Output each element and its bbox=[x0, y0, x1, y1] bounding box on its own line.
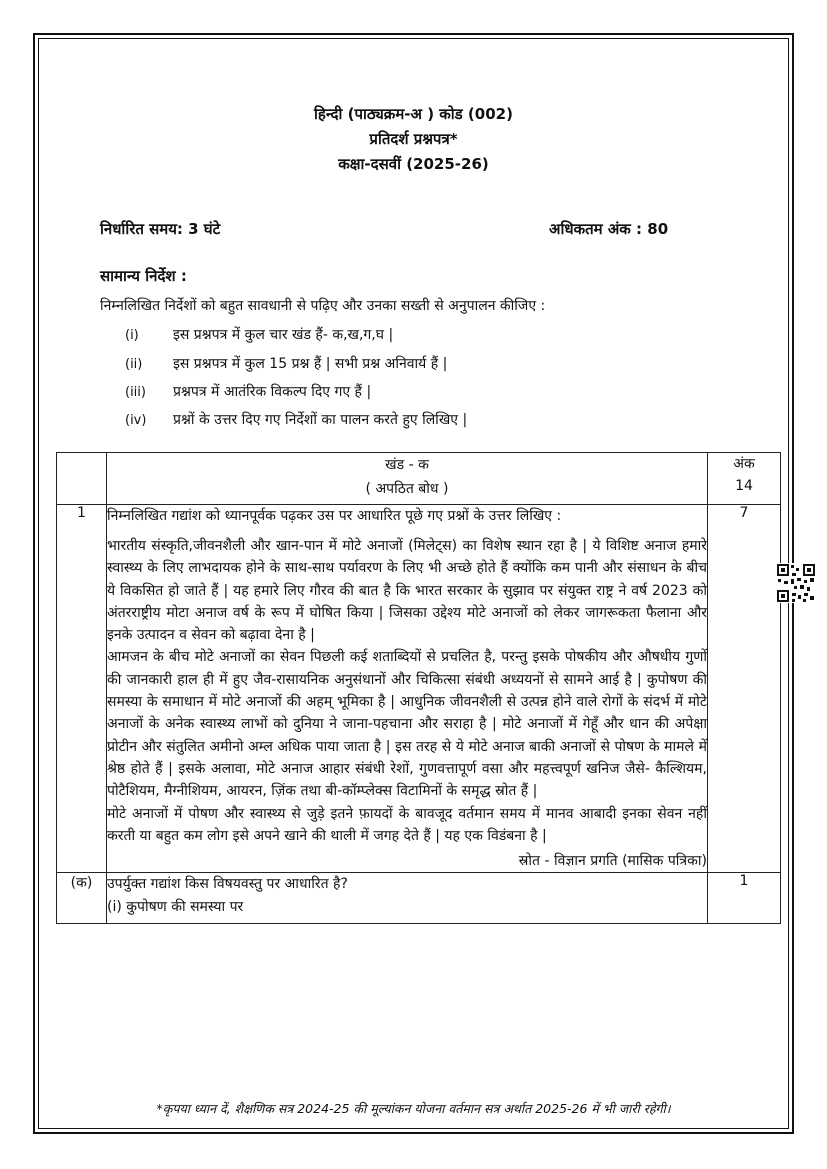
instruction-text: प्रश्नपत्र में आतंरिक विकल्प दिए गए हैं | bbox=[173, 384, 372, 400]
instruction-item bbox=[125, 354, 447, 373]
section-header bbox=[107, 453, 708, 505]
passage-paragraph: आमजन के बीच मोटे अनाजों का सेवन पिछली कई शताब्दियों से प्रचलित है, परन्तु इसके पोषकीय और औषधीय गुणों की जानकारी हाल ही में हुए जैव-रासायनिक अनुसंधानों और चिकित्सा संबंधी अध्ययनों से सामने आई है | कुपोषण की समस्या के समाधान में मोटे अनाजों की अहम् भूमिका है | आधुनिक जीवनशैली से उत्पन्न होने वाले रोगों के संदर्भ में मोटे अनाजों के अनेक स्वास्थ्य लाभों को दुनिया ने जाना-पहचाना और सराहा है | मोटे अनाजों में गेहूँ और धान की अपेक्षा प्रोटीन और संतुलित अमीनो अम्ल अधिक पाया जाता है | इस तरह से ये मोटे अनाज बाकी अनाजों से पोषण के मामले में श्रेष्ठ होते हैं | इसके अलावा, मोटे अनाज आहार संबंधी रेशों, गुणवत्तापूर्ण वसा और महत्त्वपूर्ण खनिज जैसे- कैल्शियम, पोटैशियम, मैग्नीशियम, आयरन, ज़िंक तथा बी-कॉम्प्लेक्स विटामिनों के समृद्ध स्रोत हैं | bbox=[107, 649, 707, 800]
subquestion-body bbox=[107, 873, 708, 924]
maximum-marks: अधिकतम अंक : 80 bbox=[549, 220, 669, 238]
subject-title: हिन्दी (पाठ्यक्रम-अ ) कोड (002) bbox=[314, 105, 513, 123]
passage-source: स्रोत - विज्ञान प्रगति (मासिक पत्रिका) bbox=[518, 853, 707, 870]
section-title: खंड - क bbox=[385, 457, 429, 473]
question-number: 1 bbox=[57, 505, 107, 873]
qr-code-icon bbox=[776, 563, 816, 603]
instruction-number: (i) bbox=[125, 328, 139, 343]
instruction-item bbox=[125, 325, 393, 344]
instruction-number: (iii) bbox=[125, 385, 146, 400]
instruction-number: (iv) bbox=[125, 413, 147, 428]
general-instructions-heading: सामान्य निर्देश : bbox=[100, 267, 187, 285]
instruction-text: इस प्रश्नपत्र में कुल 15 प्रश्न हैं | सभी प्रश्न अनिवार्य हैं | bbox=[173, 356, 448, 372]
question-body bbox=[107, 505, 708, 873]
passage-paragraph: भारतीय संस्कृति,जीवनशैली और खान-पान में मोटे अनाजों (मिलेट्स) का विशेष स्थान रहा है | ये विशिष्ट अनाज हमारे स्वास्थ्य के लिए लाभदायक होने के साथ-साथ पर्यावरण के लिए भी अच्छे होते हैं क्योंकि कम पानी और संसाधन के बीच ये विकसित हो जाते हैं | यह हमारे लिए गौरव की बात है कि भारत सरकार के सुझाव पर संयुक्त राष्ट्र ने वर्ष 2023 को अंतरराष्ट्रीय मोटा अनाज वर्ष के रूप में घोषित किया | जिसका उद्देश्य मोटे अनाजों को लेकर जागरूकता फैलाना और इनके उत्पादन व सेवन को बढ़ावा देना है | bbox=[107, 538, 707, 644]
paper-type-title: प्रतिदर्श प्रश्नपत्र* bbox=[369, 130, 458, 148]
section-marks bbox=[708, 453, 781, 505]
subquestion-row bbox=[57, 873, 781, 924]
class-title: कक्षा-दसवीं (2025-26) bbox=[338, 155, 489, 173]
time-allowed: निर्धारित समय: 3 घंटे bbox=[100, 220, 221, 238]
unseen-passage bbox=[107, 535, 707, 847]
subquestion-text: उपर्युक्त गद्यांश किस विषयवस्तु पर आधारित है? bbox=[107, 876, 348, 893]
question-marks: 7 bbox=[708, 505, 781, 873]
subquestion-label: (क) bbox=[57, 873, 107, 924]
instruction-item bbox=[125, 382, 371, 401]
subquestion-marks: 1 bbox=[708, 873, 781, 924]
instruction-number: (ii) bbox=[125, 357, 143, 372]
marks-label: अंक bbox=[733, 456, 755, 472]
section-header-row bbox=[57, 453, 781, 505]
instruction-item bbox=[125, 410, 467, 429]
section-marks-total: 14 bbox=[735, 478, 753, 494]
instruction-text: प्रश्नों के उत्तर दिए गए निर्देशों का पालन करते हुए लिखिए | bbox=[173, 412, 468, 428]
question-row bbox=[57, 505, 781, 873]
footnote: *कृपया ध्यान दें, शैक्षणिक सत्र 2024-25 की मूल्यांकन योजना वर्तमान सत्र अर्थात 2025-26 में भी जारी रहेगी। bbox=[156, 1101, 671, 1116]
subquestion-option: (i) कुपोषण की समस्या पर bbox=[107, 899, 244, 916]
section-subtitle: ( अपठित बोध ) bbox=[365, 481, 449, 497]
question-table bbox=[56, 452, 781, 924]
instruction-text: इस प्रश्नपत्र में कुल चार खंड हैं- क,ख,ग,घ | bbox=[173, 327, 394, 343]
section-header-blank bbox=[57, 453, 107, 505]
question-instruction: निम्नलिखित गद्यांश को ध्यानपूर्वक पढ़कर उस पर आधारित पूछे गए प्रश्नों के उत्तर लिखिए : bbox=[107, 508, 562, 524]
general-instructions-intro: निम्नलिखित निर्देशों को बहुत सावधानी से पढ़िए और उनका सख्ती से अनुपालन कीजिए : bbox=[100, 298, 546, 314]
passage-paragraph: मोटे अनाजों में पोषण और स्वास्थ्य से जुड़े इतने फ़ायदों के बावजूद वर्तमान समय में मानव आबादी इनका सेवन नहीं करती या बहुत कम लोग इसे अपने खाने की थाली में जगह देते हैं | यह एक विडंबना है | bbox=[107, 805, 707, 844]
